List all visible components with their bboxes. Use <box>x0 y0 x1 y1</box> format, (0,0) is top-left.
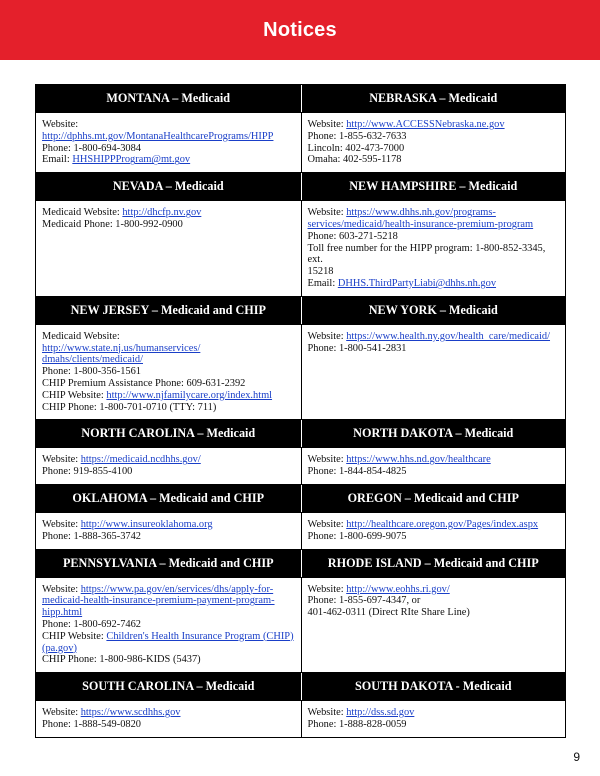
contact-line <box>42 331 295 343</box>
contact-link[interactable]: (pa.gov) <box>42 642 77 654</box>
contact-line <box>42 607 295 619</box>
contact-text: Phone: 1-888-828-0059 <box>307 718 407 730</box>
contact-label: Email: <box>42 154 73 166</box>
state-contact-row <box>36 113 565 173</box>
contact-text: Phone: 1-855-697-4347, or <box>307 595 421 607</box>
state-contact-cell <box>301 325 566 420</box>
contact-line <box>42 143 295 155</box>
contact-line <box>308 531 560 543</box>
contact-text: CHIP Premium Assistance Phone: 609-631-2392 <box>42 377 246 389</box>
state-contact-row <box>36 325 565 421</box>
contact-text: Phone: 1-855-632-7633 <box>307 130 407 142</box>
state-heading: RHODE ISLAND – Medicaid and CHIP <box>301 550 566 577</box>
contact-link[interactable]: http://dhcfp.nv.gov <box>122 207 202 219</box>
contact-text: Phone: 1-800-356-1561 <box>42 366 141 378</box>
state-header-row <box>36 673 565 701</box>
contact-link[interactable]: DHHS.ThirdPartyLiabi@dhhs.nh.gov <box>337 277 497 289</box>
contact-text: Toll free number for the HIPP program: 1-800-852-3345, ext. <box>307 242 546 266</box>
contact-line <box>308 595 560 607</box>
notices-banner <box>0 0 600 60</box>
state-contact-row <box>36 578 565 674</box>
contact-label: Website: <box>42 518 81 530</box>
contact-link[interactable]: HHSHIPPProgram@mt.gov <box>72 154 191 166</box>
state-heading: SOUTH CAROLINA – Medicaid <box>82 679 255 694</box>
contact-link[interactable]: http://www.state.nj.us/humanservices/ <box>42 342 201 354</box>
contact-line <box>308 331 560 343</box>
contact-link[interactable]: Children's Health Insurance Program (CHIP) <box>106 630 294 642</box>
state-header-row <box>36 297 565 325</box>
state-contact-cell <box>301 578 566 673</box>
contact-line <box>308 519 560 531</box>
contact-text: Phone: 603-271-5218 <box>307 230 398 242</box>
contact-line <box>308 707 560 719</box>
state-contact-cell <box>301 201 566 296</box>
state-heading: NEVADA – Medicaid <box>112 179 224 194</box>
state-heading: OREGON – Medicaid and CHIP <box>301 485 566 512</box>
contact-link[interactable]: http://dphhs.mt.gov/MontanaHealthcarePrograms/HIPP <box>42 130 274 142</box>
contact-label: Website: <box>307 707 347 719</box>
contact-line <box>42 519 295 531</box>
contact-label: Website: <box>42 707 81 719</box>
state-heading: SOUTH DAKOTA - Medicaid <box>301 673 566 700</box>
contact-text: Phone: 1-800-692-7462 <box>42 618 141 630</box>
contact-line <box>42 366 295 378</box>
state-heading: NORTH CAROLINA – Medicaid <box>81 426 256 441</box>
state-header-row <box>36 85 565 113</box>
state-heading: PENNSYLVANIA – Medicaid and CHIP <box>62 555 274 570</box>
contact-line <box>308 231 560 243</box>
contact-link[interactable]: dmahs/clients/medicaid/ <box>42 354 143 366</box>
state-contact-cell <box>36 113 301 172</box>
contact-line <box>42 207 295 219</box>
contact-line <box>42 378 295 390</box>
contact-text: Phone: 1-888-549-0820 <box>42 718 141 730</box>
contact-label: Website: <box>42 454 81 466</box>
contact-line <box>42 584 295 596</box>
state-contacts-table <box>35 84 566 738</box>
contact-line <box>42 154 295 166</box>
contact-label: Email: <box>307 277 338 289</box>
contact-line <box>42 531 295 543</box>
contact-label: Website: <box>307 119 347 130</box>
contact-text: CHIP Phone: 1-800-701-0710 (TTY: 711) <box>42 401 217 413</box>
contact-label: Website: <box>307 207 347 219</box>
state-contact-cell <box>301 448 566 484</box>
contact-line <box>308 266 560 278</box>
state-header-row <box>36 550 565 578</box>
contact-text: 401-462-0311 (Direct RIte Share Line) <box>307 607 470 619</box>
contact-text: Omaha: 402-595-1178 <box>307 154 402 166</box>
state-header-row <box>36 173 565 201</box>
state-contact-cell <box>301 513 566 549</box>
state-header-row <box>36 485 565 513</box>
state-heading: NORTH DAKOTA – Medicaid <box>301 420 566 447</box>
contact-line <box>42 466 295 478</box>
contact-text: Phone: 1-800-541-2831 <box>307 342 407 354</box>
contact-line <box>42 343 295 355</box>
contact-line <box>308 243 560 267</box>
state-contact-row <box>36 448 565 485</box>
contact-line <box>42 643 295 655</box>
contact-link[interactable]: https://www.pa.gov/en/services/dhs/apply-for- <box>80 583 274 595</box>
state-contact-cell <box>36 201 301 296</box>
contact-line <box>42 595 295 607</box>
contact-text: Phone: 1-800-694-3084 <box>42 142 141 154</box>
contact-line <box>308 278 560 290</box>
page-number: 9 <box>573 750 580 764</box>
state-contact-row <box>36 201 565 297</box>
contact-text: CHIP Phone: 1-800-986-KIDS (5437) <box>42 654 201 666</box>
contact-link[interactable]: https://www.hhs.nd.gov/healthcare <box>346 454 491 466</box>
contact-line <box>42 707 295 719</box>
contact-label: Website: <box>307 518 347 530</box>
state-heading: MONTANA – Medicaid <box>106 91 231 105</box>
contact-line <box>308 207 560 219</box>
contact-line <box>308 466 560 478</box>
state-contact-cell <box>36 325 301 420</box>
state-heading: OKLAHOMA – Medicaid and CHIP <box>72 490 265 505</box>
page-title: Notices <box>263 18 337 41</box>
state-contact-cell <box>36 448 301 484</box>
contact-line <box>308 607 560 619</box>
state-contact-cell <box>36 701 301 737</box>
contact-line <box>308 719 560 731</box>
contact-line <box>308 154 560 166</box>
contact-label: Medicaid Website: <box>42 207 123 219</box>
contact-link[interactable]: medicaid-health-insurance-premium-payment-program- <box>42 595 275 607</box>
state-contact-row <box>36 513 565 550</box>
state-contact-cell <box>301 701 566 737</box>
contact-text: Medicaid Website: <box>42 330 120 342</box>
contact-line <box>308 143 560 155</box>
contact-line <box>42 454 295 466</box>
contact-link[interactable]: services/medicaid/health-insurance-premium-program <box>307 218 534 230</box>
contact-line <box>42 119 295 131</box>
state-contact-cell <box>36 578 301 673</box>
contact-line <box>308 119 560 131</box>
contact-link[interactable]: http://www.ACCESSNebraska.ne.gov <box>346 119 505 130</box>
state-heading: NEW HAMPSHIRE – Medicaid <box>301 173 566 200</box>
contact-link[interactable]: https://www.health.ny.gov/health_care/medicaid/ <box>346 330 551 342</box>
contact-link[interactable]: http://www.njfamilycare.org/index.html <box>106 389 273 401</box>
contact-text: Phone: 919-855-4100 <box>42 466 133 478</box>
state-heading: NEW JERSEY – Medicaid and CHIP <box>70 302 266 317</box>
contact-label: Website: <box>307 454 347 466</box>
state-contact-row <box>36 701 565 738</box>
contact-label: CHIP Website: <box>42 630 107 642</box>
state-heading: NEW YORK – Medicaid <box>301 297 566 324</box>
contact-link[interactable]: http://healthcare.oregon.gov/Pages/index.aspx <box>346 518 539 530</box>
contact-line <box>308 584 560 596</box>
state-heading: NEBRASKA – Medicaid <box>301 85 566 112</box>
contact-line <box>42 631 295 643</box>
contact-line <box>42 402 295 414</box>
contact-line <box>42 390 295 402</box>
contact-text: Phone: 1-844-854-4825 <box>307 466 407 478</box>
contact-link[interactable]: http://dss.sd.gov <box>346 707 415 719</box>
contact-text: Medicaid Phone: 1-800-992-0900 <box>42 218 183 230</box>
state-header-row <box>36 420 565 448</box>
contact-link[interactable]: https://medicaid.ncdhhs.gov/ <box>80 454 201 466</box>
contact-text: Phone: 1-888-365-3742 <box>42 530 141 542</box>
contact-line <box>308 131 560 143</box>
contact-line <box>42 354 295 366</box>
contact-label: Website: <box>307 330 347 342</box>
contact-link[interactable]: http://www.insureoklahoma.org <box>80 518 213 530</box>
state-contact-cell <box>36 513 301 549</box>
contact-link[interactable]: https://www.dhhs.nh.gov/programs- <box>346 207 496 219</box>
contact-text: 15218 <box>307 266 334 278</box>
contact-label: Website: <box>42 583 81 595</box>
contact-line <box>42 619 295 631</box>
contact-label: Website: <box>307 583 347 595</box>
contact-link[interactable]: http://www.eohhs.ri.gov/ <box>346 583 450 595</box>
contact-text: Lincoln: 402-473-7000 <box>307 142 405 154</box>
contact-text: Phone: 1-800-699-9075 <box>307 530 407 542</box>
contact-link[interactable]: hipp.html <box>42 607 83 619</box>
contact-line <box>42 654 295 666</box>
contact-label: CHIP Website: <box>42 389 107 401</box>
contact-line <box>42 719 295 731</box>
state-contact-cell <box>301 113 566 172</box>
contact-line <box>308 454 560 466</box>
contact-link[interactable]: https://www.scdhhs.gov <box>80 707 181 719</box>
contact-text: Website: <box>42 119 79 130</box>
contact-line <box>42 131 295 143</box>
contact-line <box>42 219 295 231</box>
contact-line <box>308 343 560 355</box>
contact-line <box>308 219 560 231</box>
